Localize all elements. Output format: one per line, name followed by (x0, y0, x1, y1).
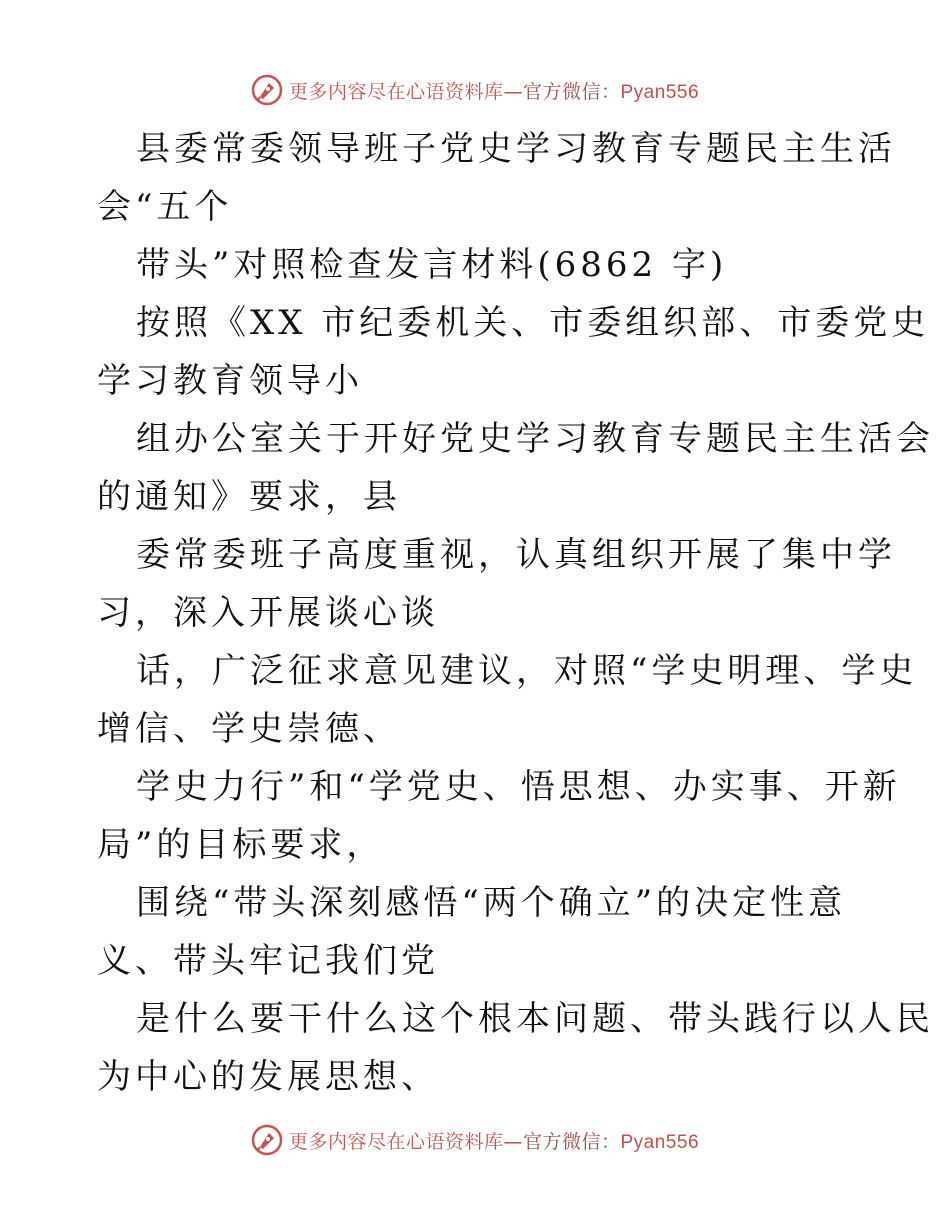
watermark-wechat-id: Pyan556 (620, 1131, 700, 1153)
text-line: 增信、学史崇德、 (97, 709, 401, 749)
text-line: 围绕“带头深刻感悟“两个确立”的决定性意 (136, 883, 847, 923)
text-line: 义、带头牢记我们党 (97, 941, 439, 981)
text-line: 是什么要干什么这个根本问题、带头践行以人民 (136, 999, 934, 1039)
text-line: 带头”对照检查发言材料(6862 字) (136, 245, 728, 285)
watermark-text (289, 1127, 699, 1154)
footer-watermark (0, 1120, 950, 1160)
watermark-title: 更多内容尽在心语资料库 (288, 80, 504, 103)
watermark-wechat-label: 官方微信： (522, 1130, 621, 1153)
text-line: 学史力行”和“学党史、悟思想、办实事、开新 (136, 767, 901, 807)
pen-nib-logo-icon (251, 1124, 283, 1156)
text-line: 会“五个 (97, 187, 233, 227)
watermark-wechat-id: Pyan556 (620, 81, 700, 103)
watermark-separator: — (503, 80, 523, 103)
text-line: 县委常委领导班子党史学习教育专题民主生活 (136, 129, 896, 169)
text-line: 组办公室关于开好党史学习教育专题民主生活会 (136, 419, 934, 459)
text-line: 习，深入开展谈心谈 (97, 593, 439, 633)
text-line: 按照《XX 市纪委机关、市委组织部、市委党史 (136, 303, 930, 343)
watermark-text (289, 77, 699, 104)
text-line: 局”的目标要求， (97, 825, 385, 865)
watermark-separator: — (503, 1130, 523, 1153)
watermark-wechat-label: 官方微信： (522, 80, 621, 103)
text-line: 学习教育领导小 (97, 361, 363, 401)
text-line: 委常委班子高度重视，认真组织开展了集中学 (136, 535, 896, 575)
text-line: 为中心的发展思想、 (97, 1057, 439, 1097)
pen-nib-logo-icon (251, 74, 283, 106)
text-line: 的通知》要求，县 (97, 477, 401, 517)
text-line: 话，广泛征求意见建议，对照“学史明理、学史 (136, 651, 918, 691)
watermark-title: 更多内容尽在心语资料库 (288, 1130, 504, 1153)
header-watermark (0, 70, 950, 110)
